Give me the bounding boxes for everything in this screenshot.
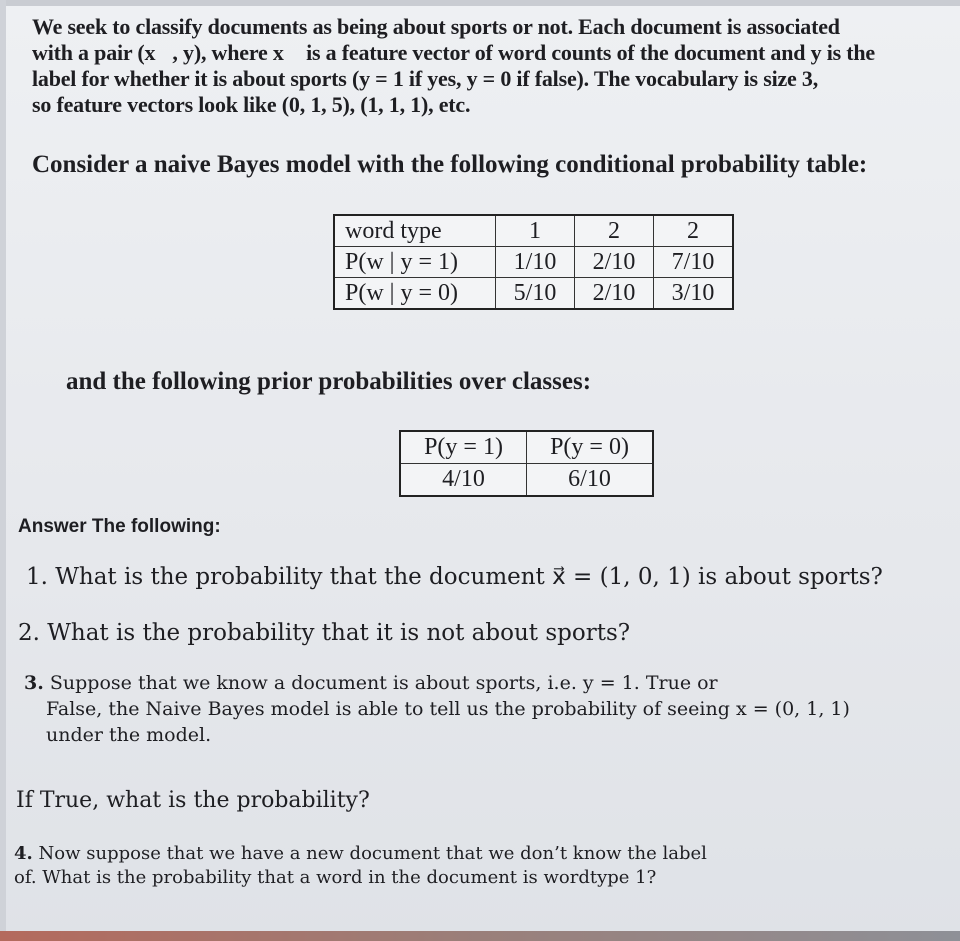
intro-paragraph xyxy=(32,14,952,118)
cpt-row-not-sports xyxy=(334,278,733,310)
cpt-header-label: word type xyxy=(334,215,496,247)
prior-value-row xyxy=(400,464,653,497)
cpt-cell: 2/10 xyxy=(575,278,654,310)
intro-line-2: with a pair (x⃗, y), where x⃗ is a feature vector of word counts of the document and y is the xyxy=(32,40,876,65)
question-1: 1. What is the probability that the document x⃗ = (1, 0, 1) is about sports? xyxy=(26,564,883,590)
question-2: 2. What is the probability that it is not about sports? xyxy=(18,620,631,646)
question-3 xyxy=(24,670,884,748)
cpt-cell: 3/10 xyxy=(654,278,734,310)
cpt-row-label: P(w | y = 1) xyxy=(334,247,496,278)
cpt-header-cell: 1 xyxy=(496,215,575,247)
cpt-cell: 7/10 xyxy=(654,247,734,278)
cpt-header-cell: 2 xyxy=(654,215,734,247)
answer-heading: Answer The following: xyxy=(18,516,221,537)
prior-header-cell: P(y = 1) xyxy=(400,431,527,464)
question-3-text: Suppose that we know a document is about sports, i.e. y = 1. True or xyxy=(49,672,718,694)
question-4-number: 4. xyxy=(14,843,33,864)
screen-top-edge xyxy=(0,0,960,6)
question-3-number: 3. xyxy=(24,672,44,694)
screen-bottom-edge xyxy=(0,931,960,941)
intro-line-3: label for whether it is about sports (y = 1 if yes, y = 0 if false). The vocabulary is size 3, xyxy=(32,66,819,91)
question-3-line-1 xyxy=(24,670,884,696)
question-4-line-1 xyxy=(14,842,834,866)
question-4-line-2: of. What is the probability that a word in the document is wordtype 1? xyxy=(14,867,657,888)
question-3-line-3: under the model. xyxy=(46,724,212,746)
cpt-header-row xyxy=(334,215,733,247)
prior-header-row xyxy=(400,431,653,464)
prior-intro-text: and the following prior probabilities over classes: xyxy=(66,368,592,395)
conditional-probability-table xyxy=(333,214,734,310)
prior-header-cell: P(y = 0) xyxy=(527,431,654,464)
prior-value-cell: 4/10 xyxy=(400,464,527,497)
question-3-line-2: False, the Naive Bayes model is able to tell us the probability of seeing x = (0, 1, 1) xyxy=(46,698,850,720)
cpt-row-label: P(w | y = 0) xyxy=(334,278,496,310)
if-true-question: If True, what is the probability? xyxy=(16,788,370,813)
prior-probability-table xyxy=(399,430,654,497)
cpt-cell: 2/10 xyxy=(575,247,654,278)
intro-line-4: so feature vectors look like (0, 1, 5), (1, 1, 1), etc. xyxy=(32,92,471,117)
question-4-text: Now suppose that we have a new document that we don’t know the label xyxy=(38,843,707,864)
cpt-intro-text: Consider a naive Bayes model with the following conditional probability table: xyxy=(32,151,868,178)
intro-line-1: We seek to classify documents as being about sports or not. Each document is associated xyxy=(32,14,840,39)
screen-left-edge xyxy=(0,0,6,941)
prior-value-cell: 6/10 xyxy=(527,464,654,497)
cpt-cell: 5/10 xyxy=(496,278,575,310)
cpt-cell: 1/10 xyxy=(496,247,575,278)
cpt-row-sports xyxy=(334,247,733,278)
question-4 xyxy=(14,842,834,890)
cpt-header-cell: 2 xyxy=(575,215,654,247)
